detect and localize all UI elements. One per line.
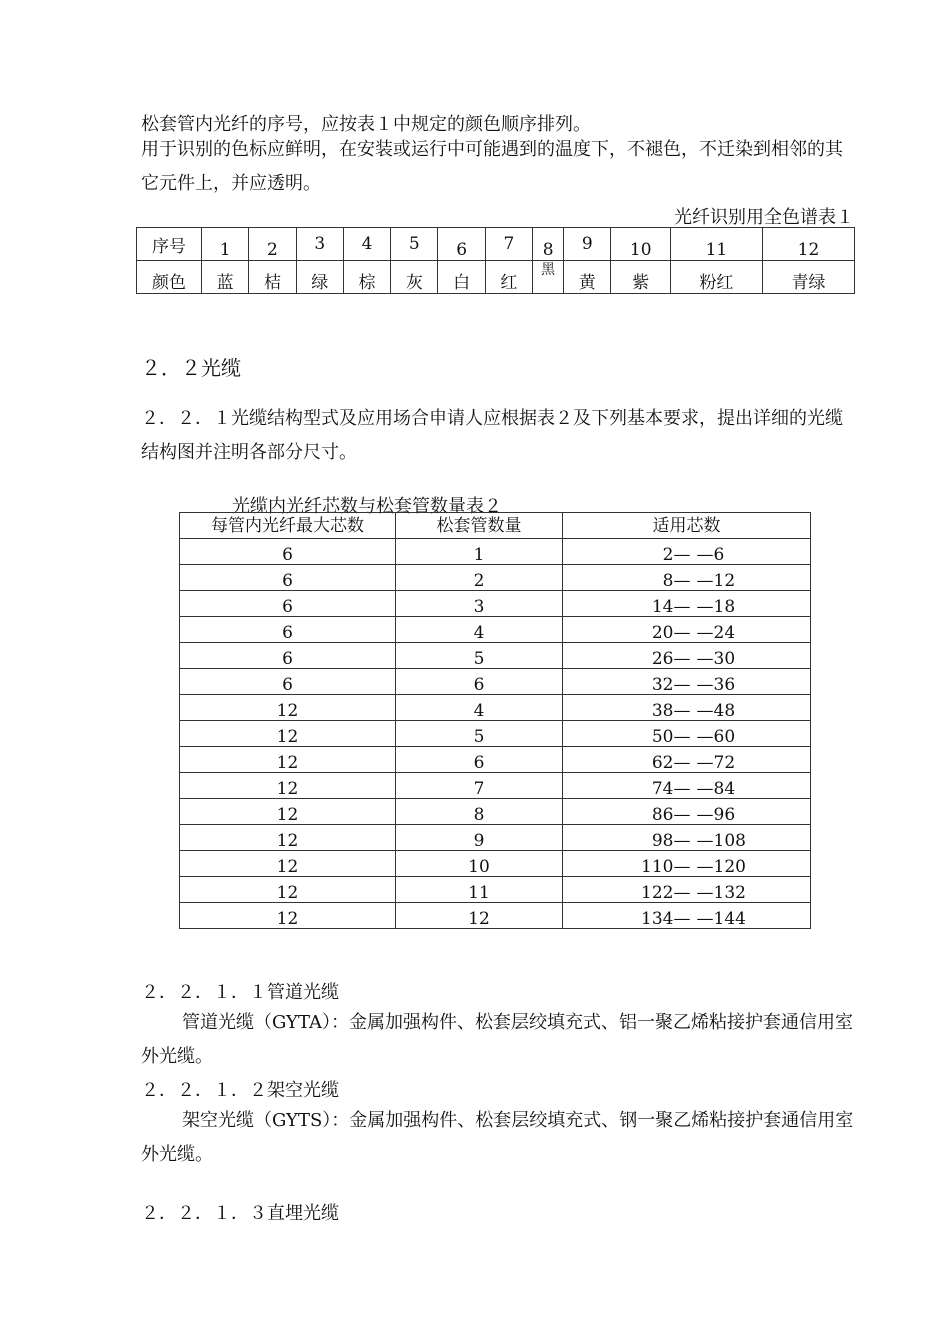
table1-number: 1	[202, 228, 249, 261]
range-to: —6	[696, 545, 725, 565]
table2-row	[180, 721, 811, 747]
table2-range-cell	[563, 591, 811, 617]
table1-color: 灰	[391, 261, 438, 294]
table1-color: 黄	[564, 261, 611, 294]
range-to: —24	[696, 623, 736, 643]
table2-range-cell	[563, 747, 811, 773]
range-from: 86—	[651, 805, 691, 825]
table1-number: 6	[438, 228, 485, 261]
table1-color: 青绿	[762, 261, 854, 294]
table2-body	[180, 539, 811, 929]
table2-max-fibers-cell: 12	[180, 695, 396, 721]
table2-row	[180, 825, 811, 851]
range-from: 110—	[641, 857, 691, 877]
table2-header-cell: 松套管数量	[396, 513, 563, 539]
table2-tube-count-cell: 4	[396, 617, 563, 643]
table2-range-cell	[563, 851, 811, 877]
table2-range-cell	[563, 669, 811, 695]
table2-caption: 光缆内光纤芯数与松套管数量表２	[232, 496, 502, 517]
table2-tube-count-cell: 6	[396, 747, 563, 773]
table2-tube-count-cell: 5	[396, 643, 563, 669]
range-from: 74—	[651, 779, 691, 799]
table2-row	[180, 851, 811, 877]
table1-color: 蓝	[202, 261, 249, 294]
table1-color: 黑	[541, 262, 556, 278]
table1-color: 白	[438, 261, 485, 294]
table2-max-fibers-cell: 6	[180, 539, 396, 565]
paragraph-2-2-1: ２．２．１光缆结构型式及应用场合申请人应根据表２及下列基本要求，提出详细的光缆结构图并注明各部分尺寸。	[141, 408, 843, 463]
table2-tube-count-cell: 6	[396, 669, 563, 695]
table2-tube-count-cell: 2	[396, 565, 563, 591]
table2-range-cell	[563, 773, 811, 799]
table2-max-fibers-cell: 6	[180, 565, 396, 591]
table1-number: 7	[485, 228, 532, 261]
table2-range-cell	[563, 799, 811, 825]
table2-header-cell: 适用芯数	[563, 513, 811, 539]
range-to: —108	[696, 831, 746, 851]
table2-row	[180, 539, 811, 565]
table1-number: 3	[296, 228, 343, 261]
table1-color-row	[137, 261, 855, 294]
range-from: 134—	[641, 909, 691, 929]
table1-number: 2	[249, 228, 296, 261]
table2-range-cell	[563, 539, 811, 565]
intro-line-1: 松套管内光纤的序号，应按表１中规定的颜色顺序排列。	[141, 114, 591, 135]
table2-max-fibers-cell: 6	[180, 643, 396, 669]
table2-tube-count-cell: 12	[396, 903, 563, 929]
intro-line-2: 用于识别的色标应鲜明，在安装或运行中可能遇到的温度下，不褪色，不迁染到相邻的其它元件上，并应透明。	[141, 139, 843, 194]
table2-range-cell	[563, 721, 811, 747]
paragraph-2-2-1-1: 管道光缆（GYTA）：金属加强构件、松套层绞填充式、铝一聚乙烯粘接护套通信用室外光缆。	[141, 1012, 853, 1067]
range-from: 8—	[662, 571, 691, 591]
table1-header-label: 序号	[137, 228, 202, 261]
table2-row	[180, 617, 811, 643]
range-from: 38—	[651, 701, 691, 721]
table2-tube-count-cell: 11	[396, 877, 563, 903]
range-from: 26—	[651, 649, 691, 669]
range-to: —36	[696, 675, 736, 695]
table1-color-label: 颜色	[137, 261, 202, 294]
table1-color: 粉红	[670, 261, 762, 294]
table1-color-black-cell	[533, 261, 564, 294]
color-spectrum-table	[136, 227, 855, 294]
range-to: —48	[696, 701, 736, 721]
table2-range-cell	[563, 877, 811, 903]
range-from: 32—	[651, 675, 691, 695]
table1-color: 紫	[611, 261, 671, 294]
paragraph-2-2-1-2: 架空光缆（GYTS）：金属加强构件、松套层绞填充式、钢一聚乙烯粘接护套通信用室外光缆。	[141, 1110, 854, 1165]
table1-number: 10	[611, 228, 671, 261]
table2-max-fibers-cell: 12	[180, 799, 396, 825]
table2-row	[180, 747, 811, 773]
heading-2-2-1-2: ２．２．１．２架空光缆	[141, 1080, 339, 1101]
range-to: —30	[696, 649, 736, 669]
table2-row	[180, 773, 811, 799]
table2-range-cell	[563, 903, 811, 929]
table2-row	[180, 695, 811, 721]
table1-number: 5	[391, 228, 438, 261]
table2-max-fibers-cell: 12	[180, 825, 396, 851]
table2-row	[180, 643, 811, 669]
table1-caption: 光纤识别用全色谱表１	[674, 207, 854, 228]
table1-color: 棕	[343, 261, 390, 294]
table2-row	[180, 903, 811, 929]
table2-tube-count-cell: 8	[396, 799, 563, 825]
range-from: 20—	[651, 623, 691, 643]
range-to: —132	[696, 883, 746, 903]
table2-row	[180, 669, 811, 695]
section-heading-2-2: ２．２光缆	[141, 356, 241, 380]
table2-range-cell	[563, 565, 811, 591]
table2-tube-count-cell: 9	[396, 825, 563, 851]
heading-2-2-1-3: ２．２．１．３直埋光缆	[141, 1203, 339, 1224]
range-from: 62—	[651, 753, 691, 773]
table2-range-cell	[563, 825, 811, 851]
table1-number: 8	[533, 228, 564, 261]
table2-row	[180, 877, 811, 903]
table2-tube-count-cell: 10	[396, 851, 563, 877]
range-from: 50—	[651, 727, 691, 747]
table2-tube-count-cell: 4	[396, 695, 563, 721]
range-from: 98—	[651, 831, 691, 851]
table1-color: 桔	[249, 261, 296, 294]
table1-number: 9	[564, 228, 611, 261]
table2-max-fibers-cell: 12	[180, 877, 396, 903]
table2-max-fibers-cell: 6	[180, 617, 396, 643]
table1-color: 红	[485, 261, 532, 294]
table1-number: 4	[343, 228, 390, 261]
table1-number: 12	[762, 228, 854, 261]
table2-max-fibers-cell: 6	[180, 591, 396, 617]
table2-row	[180, 591, 811, 617]
range-to: —18	[696, 597, 736, 617]
table2-max-fibers-cell: 12	[180, 903, 396, 929]
table2-range-cell	[563, 617, 811, 643]
table2-max-fibers-cell: 12	[180, 747, 396, 773]
range-to: —12	[696, 571, 736, 591]
table2-tube-count-cell: 1	[396, 539, 563, 565]
table2-range-cell	[563, 643, 811, 669]
table2-row	[180, 799, 811, 825]
range-to: —120	[696, 857, 746, 877]
table1-color: 绿	[296, 261, 343, 294]
range-to: —72	[696, 753, 736, 773]
table2-tube-count-cell: 5	[396, 721, 563, 747]
table2-max-fibers-cell: 12	[180, 773, 396, 799]
fiber-count-table	[179, 512, 811, 929]
table2-header-cell: 每管内光纤最大芯数	[180, 513, 396, 539]
range-to: —84	[696, 779, 736, 799]
range-to: —60	[696, 727, 736, 747]
heading-2-2-1-1: ２．２．１．１管道光缆	[141, 982, 339, 1003]
table2-row	[180, 565, 811, 591]
range-from: 2—	[662, 545, 691, 565]
range-to: —96	[696, 805, 736, 825]
range-to: —144	[696, 909, 746, 929]
range-from: 122—	[641, 883, 691, 903]
table2-tube-count-cell: 7	[396, 773, 563, 799]
table2-range-cell	[563, 695, 811, 721]
table2-tube-count-cell: 3	[396, 591, 563, 617]
table1-number: 11	[670, 228, 762, 261]
table2-header-row	[180, 513, 811, 539]
range-from: 14—	[651, 597, 691, 617]
table2-max-fibers-cell: 6	[180, 669, 396, 695]
table2-max-fibers-cell: 12	[180, 851, 396, 877]
table2-max-fibers-cell: 12	[180, 721, 396, 747]
table1-number-row	[137, 228, 855, 261]
